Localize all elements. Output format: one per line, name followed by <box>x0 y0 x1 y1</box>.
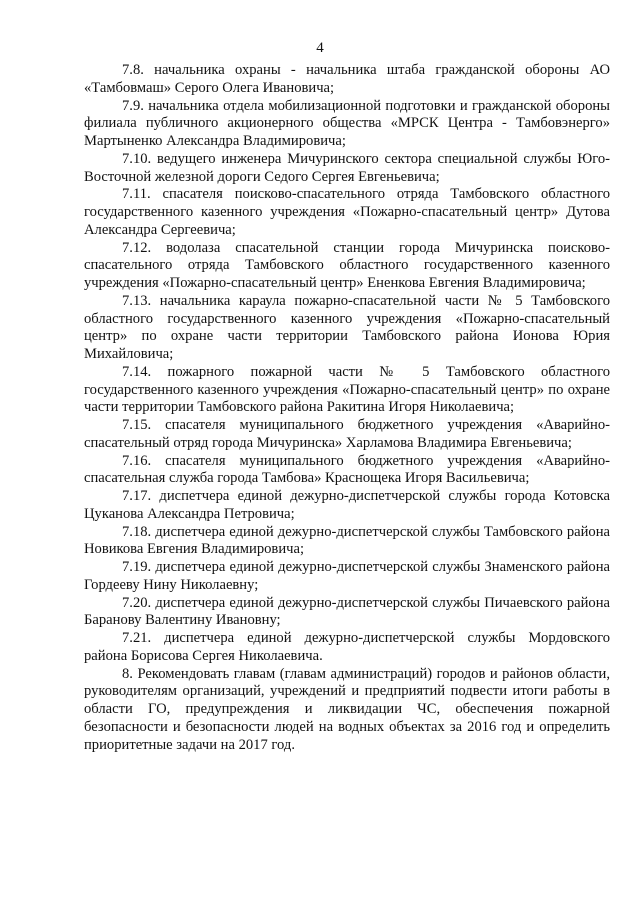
paragraph-8: 8. Рекомендовать главам (главам администраций) городов и районов области, руководителям организаций, учреждений и предприятий подвести итоги работы в области ГО, предупреждения и ликвидации ЧС, обеспечения пожарной безопасности и безопасности людей на водных объектах за 2016 год и определить приоритетные задачи на 2017 год. <box>84 665 610 753</box>
paragraph-7-13: 7.13. начальника караула пожарно-спасательной части № 5 Тамбовского областного государственного казенного учреждения «Пожарно-спасательный центр» по охране части территории Тамбовского района Ионова Юрия Михайловича; <box>84 292 610 362</box>
paragraph-7-9: 7.9. начальника отдела мобилизационной подготовки и гражданской обороны филиала публичного акционерного общества «МРСК Центра - Тамбовэнерго» Мартыненко Александра Владимировича; <box>84 97 610 149</box>
paragraph-7-21: 7.21. диспетчера единой дежурно-диспетчерской службы Мордовского района Борисова Сергея Николаевича. <box>84 630 610 664</box>
paragraph-7-15: 7.15. спасателя муниципального бюджетного учреждения «Аварийно-спасательный отряд города Мичуринска» Харламова Владимира Евгеньевича; <box>84 417 610 451</box>
paragraph-7-18: 7.18. диспетчера единой дежурно-диспетчерской службы Тамбовского района Новикова Евгения Владимировича; <box>84 523 610 558</box>
paragraph-7-14: 7.14. пожарного пожарной части № 5 Тамбовского областного государственного казенного учреждения «Пожарно-спасательный центр» по охране части территории Тамбовского района Ракитина Игоря Николаевича; <box>84 363 610 416</box>
paragraph-7-17: 7.17. диспетчера единой дежурно-диспетчерской службы города Котовска Цуканова Александра Петровича; <box>84 488 610 522</box>
page-number: 4 <box>316 40 324 56</box>
document-body <box>84 62 610 754</box>
paragraph-7-10: 7.10. ведущего инженера Мичуринского сектора специальной службы Юго-Восточной железной дороги Седого Сергея Евгеньевича; <box>84 150 610 185</box>
paragraph-7-19: 7.19. диспетчера единой дежурно-диспетчерской службы Знаменского района Гордееву Нину Николаевну; <box>84 559 610 593</box>
paragraph-7-16: 7.16. спасателя муниципального бюджетного учреждения «Аварийно-спасательная служба города Тамбова» Краснощека Игоря Васильевича; <box>84 452 610 487</box>
paragraph-7-11: 7.11. спасателя поисково-спасательного отряда Тамбовского областного государственного казенного учреждения «Пожарно-спасательный центр» Дутова Александра Сергеевича; <box>84 186 610 238</box>
paragraph-7-12: 7.12. водолаза спасательной станции города Мичуринска поисково-спасательного отряда Тамбовского областного государственного казенного учреждения «Пожарно-спасательный центр» Ененкова Евгения Владимировича; <box>84 239 610 291</box>
paragraph-7-8: 7.8. начальника охраны - начальника штаба гражданской обороны АО «Тамбовмаш» Серого Олега Ивановича; <box>84 62 610 96</box>
paragraph-7-20: 7.20. диспетчера единой дежурно-диспетчерской службы Пичаевского района Баранову Валентину Ивановну; <box>84 594 610 629</box>
